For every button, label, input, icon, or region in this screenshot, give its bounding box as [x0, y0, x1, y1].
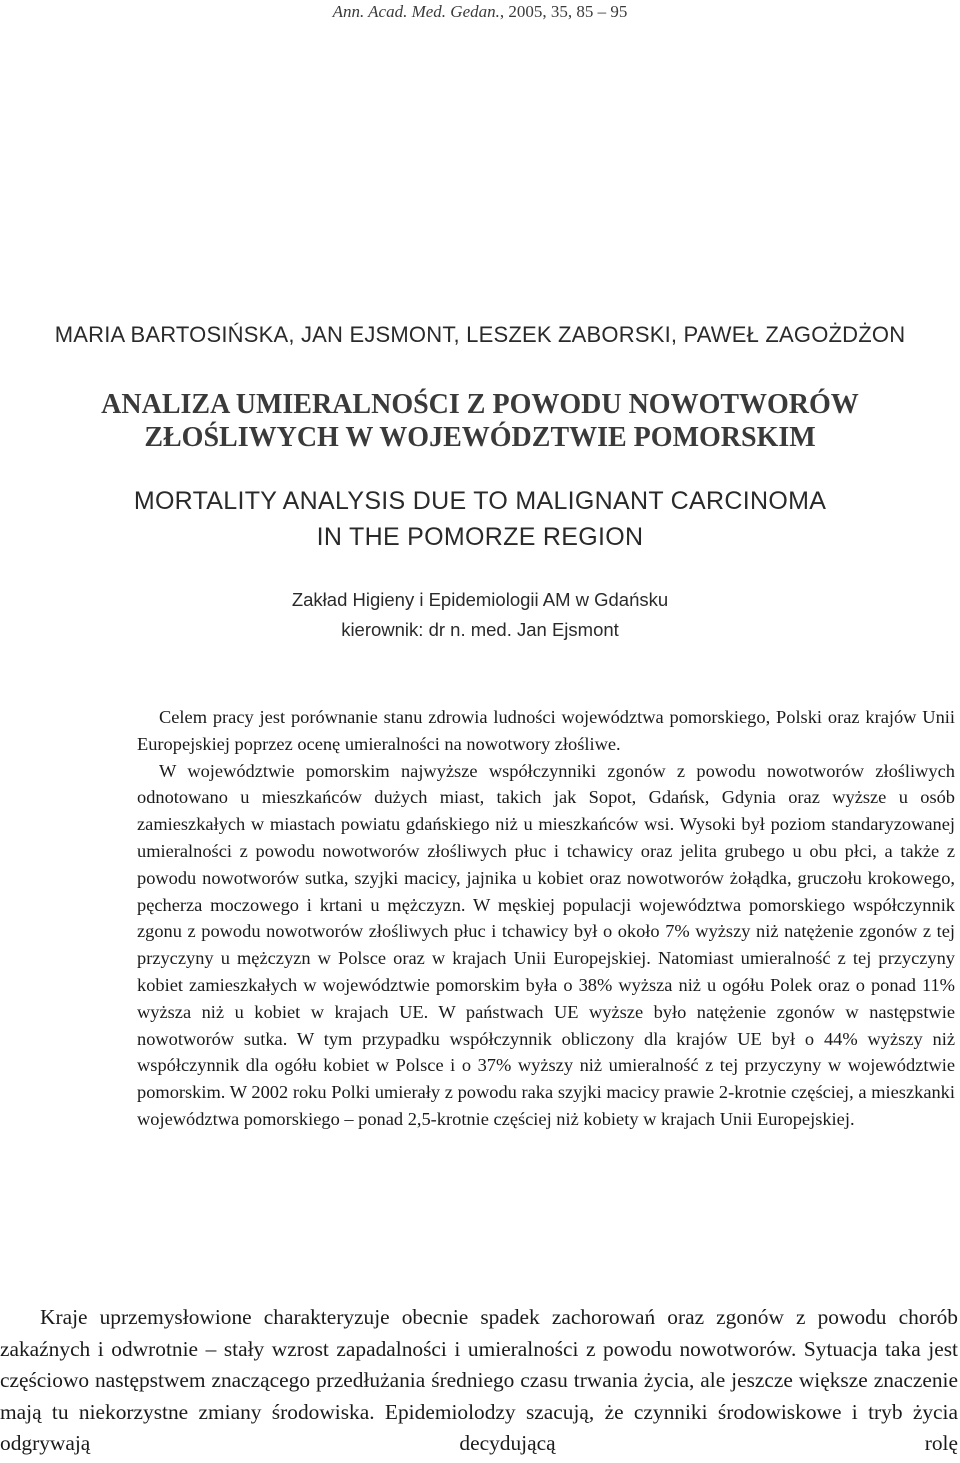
author-list: MARIA BARTOSIŃSKA, JAN EJSMONT, LESZEK ZABORSKI, PAWEŁ ZAGOŻDŻON — [54, 322, 906, 347]
title-english-line-1: MORTALITY ANALYSIS DUE TO MALIGNANT CARCINOMA — [133, 487, 827, 515]
journal-abbreviation: Ann. Acad. Med. Gedan. — [332, 2, 500, 21]
affiliation — [0, 585, 960, 645]
affiliation-department: Zakład Higieny i Epidemiologii AM w Gdańsku — [291, 589, 669, 610]
affiliation-head: kierownik: dr n. med. Jan Ejsmont — [341, 619, 619, 640]
title-english — [0, 483, 960, 555]
citation-details: , 2005, 35, 85 – 95 — [499, 2, 628, 21]
body-text — [0, 1302, 958, 1460]
running-head — [0, 2, 960, 22]
title-polish — [0, 388, 960, 454]
title-english-line-2: IN THE POMORZE REGION — [316, 523, 644, 551]
abstract — [137, 704, 955, 1133]
abstract-paragraph-2: W województwie pomorskim najwyższe współczynniki zgonów z powodu nowotworów złośliwych odnotowano u mieszkańców dużych miast, takich jak Sopot, Gdańsk, Gdynia oraz wyższe u osób zamieszkałych w miastach powiatu gdańskiego niż u mieszkańców wsi. Wysoki był poziom standaryzowanej umieralności z powodu nowotworów złośliwych płuc i tchawicy oraz jelita grubego u obu płci, a także z powodu nowotworów sutka, szyjki macicy, jajnika u kobiet oraz nowotworów żołądka, gruczołu krokowego, pęcherza moczowego i krtani u mężczyzn. W męskiej populacji województwa pomorskiego współczynnik zgonu z powodu nowotworów złośliwych płuc i tchawicy był o około 7% wyższy niż natężenie zgonów z tej przyczyny u mężczyzn w Polsce oraz w krajach Unii Europejskiej. Natomiast umieralność z tej przyczyny kobiet zamieszkałych w województwie pomorskim była o 38% wyższa niż u ogółu Polek oraz o ponad 11% wyższa niż u kobiet w krajach UE. W państwach UE wyższe było natężenie zgonów w następstwie nowotworów sutka. W tym przypadku współczynnik obliczony dla krajów UE był o 44% wyższy niż współczynnik dla ogółu kobiet w Polsce i o 37% wyższy niż umieralność z tej przyczyny w województwie pomorskim. W 2002 roku Polki umierały z powodu raka szyjki macicy prawie 2-krotnie częściej, a mieszkanki województwa pomorskiego – ponad 2,5-krotnie częściej niż kobiety w krajach Unii Europejskiej. — [137, 760, 955, 1129]
title-polish-line-1: ANALIZA UMIERALNOŚCI Z POWODU NOWOTWORÓW — [101, 389, 859, 420]
abstract-paragraph-1: Celem pracy jest porównanie stanu zdrowia ludności województwa pomorskiego, Polski oraz krajów Unii Europejskiej poprzez ocenę umieralności na nowotwory złośliwe. — [137, 707, 955, 754]
title-polish-line-2: ZŁOŚLIWYCH W WOJEWÓDZTWIE POMORSKIM — [144, 422, 816, 453]
body-paragraph-1: Kraje uprzemysłowione charakteryzuje obecnie spadek zachorowań oraz zgonów z powodu chorób zakaźnych i odwrotnie – stały wzrost zapadalności i umieralności z powodu nowotworów. Sytuacja taka jest częściowo następstwem znaczącego przedłużania średniego czasu trwania życia, ale jeszcze większe znaczenie mają tu niekorzystne zmiany środowiska. Epidemiolodzy szacują, że czynniki środowiskowe i tryb życia odgrywają decydującą rolę — [0, 1305, 958, 1456]
